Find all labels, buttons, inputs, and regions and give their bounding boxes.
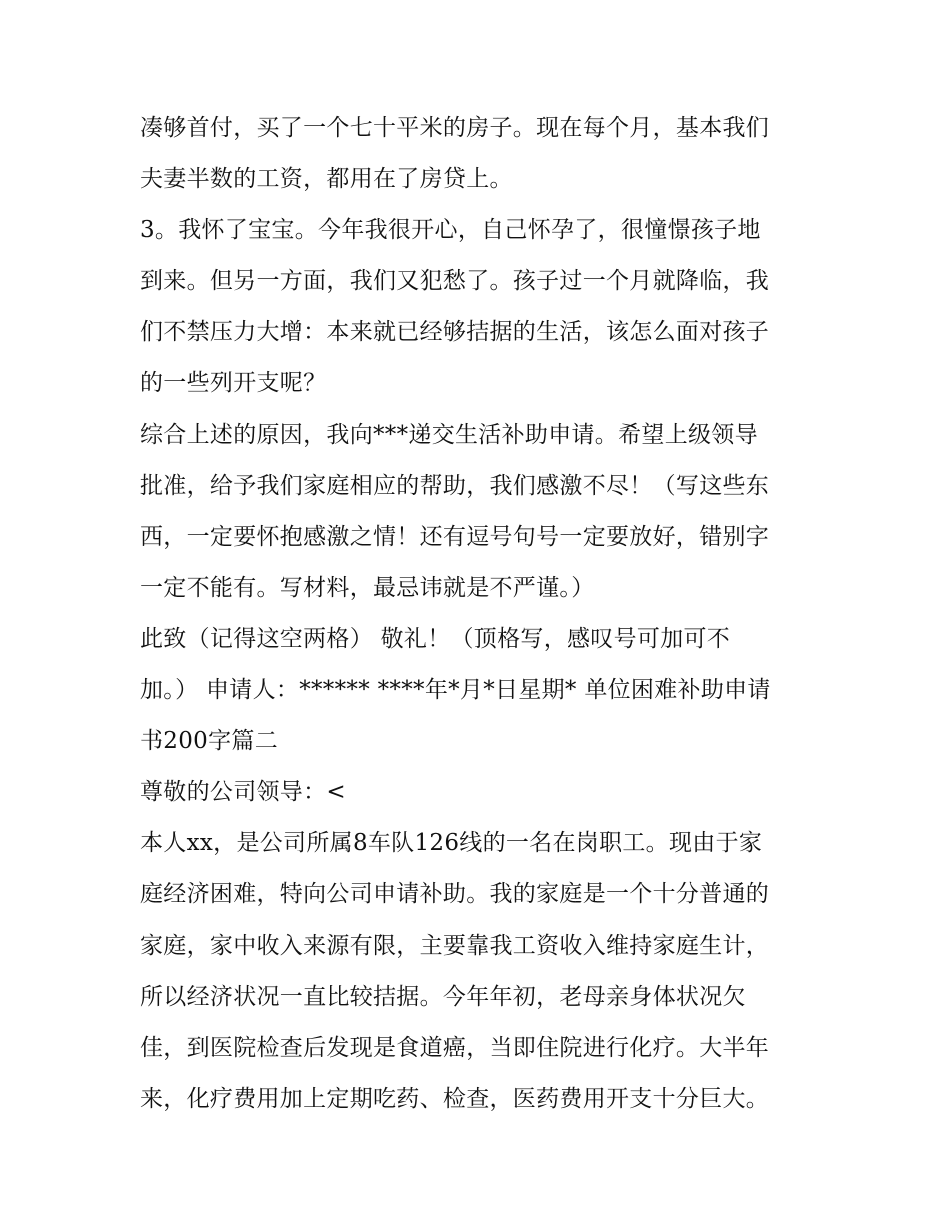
text-line: 综合上述的原因，我向***递交生活补助申请。希望上级领导 (140, 421, 758, 448)
text-line: 佳，到医院检查后发现是食道癌，当即住院进行化疗。大半年 (140, 1034, 770, 1061)
text-line: 西，一定要怀抱感激之情！还有逗号句号一定要放好，错别字 (140, 523, 770, 550)
text-line: 一定不能有。写材料，最忌讳就是不严谨。） (140, 574, 595, 601)
text-line: 本人xx，是公司所属8车队126线的一名在岗职工。现由于家 (140, 830, 763, 857)
text-line: 的一些列开支呢？ (140, 370, 327, 397)
document-body (140, 103, 816, 1125)
text-line: 庭经济困难，特向公司申请补助。我的家庭是一个十分普通的 (140, 881, 770, 908)
text-line: 所以经济状况一直比较拮据。今年年初，老母亲身体状况欠 (140, 983, 746, 1010)
text-line: 批准，给予我们家庭相应的帮助，我们感激不尽！（写这些东 (140, 472, 770, 499)
text-line: 到来。但另一方面，我们又犯愁了。孩子过一个月就降临，我 (140, 268, 770, 295)
text-line: 此致（记得这空两格） 敬礼！（顶格写，感叹号可加可不 (140, 625, 731, 652)
text-line: 夫妻半数的工资，都用在了房贷上。 (140, 166, 513, 193)
text-line: 书200字篇二 (140, 728, 278, 755)
text-line: 尊敬的公司领导：< (140, 779, 346, 806)
text-line: 凑够首付，买了一个七十平米的房子。现在每个月，基本我们 (140, 115, 770, 141)
text-line: 3。我怀了宝宝。今年我很开心，自己怀孕了，很憧憬孩子地 (140, 217, 761, 244)
text-line: 们不禁压力大增：本来就已经够拮据的生活，该怎么面对孩子 (140, 319, 770, 346)
text-line: 家庭，家中收入来源有限，主要靠我工资收入维持家庭生计， (140, 932, 770, 959)
text-line: 来，化疗费用加上定期吃药、检查，医药费用开支十分巨大。 (140, 1085, 770, 1112)
text-line: 加。） 申请人：****** ****年*月*日星期* 单位困难补助申请 (140, 677, 771, 704)
